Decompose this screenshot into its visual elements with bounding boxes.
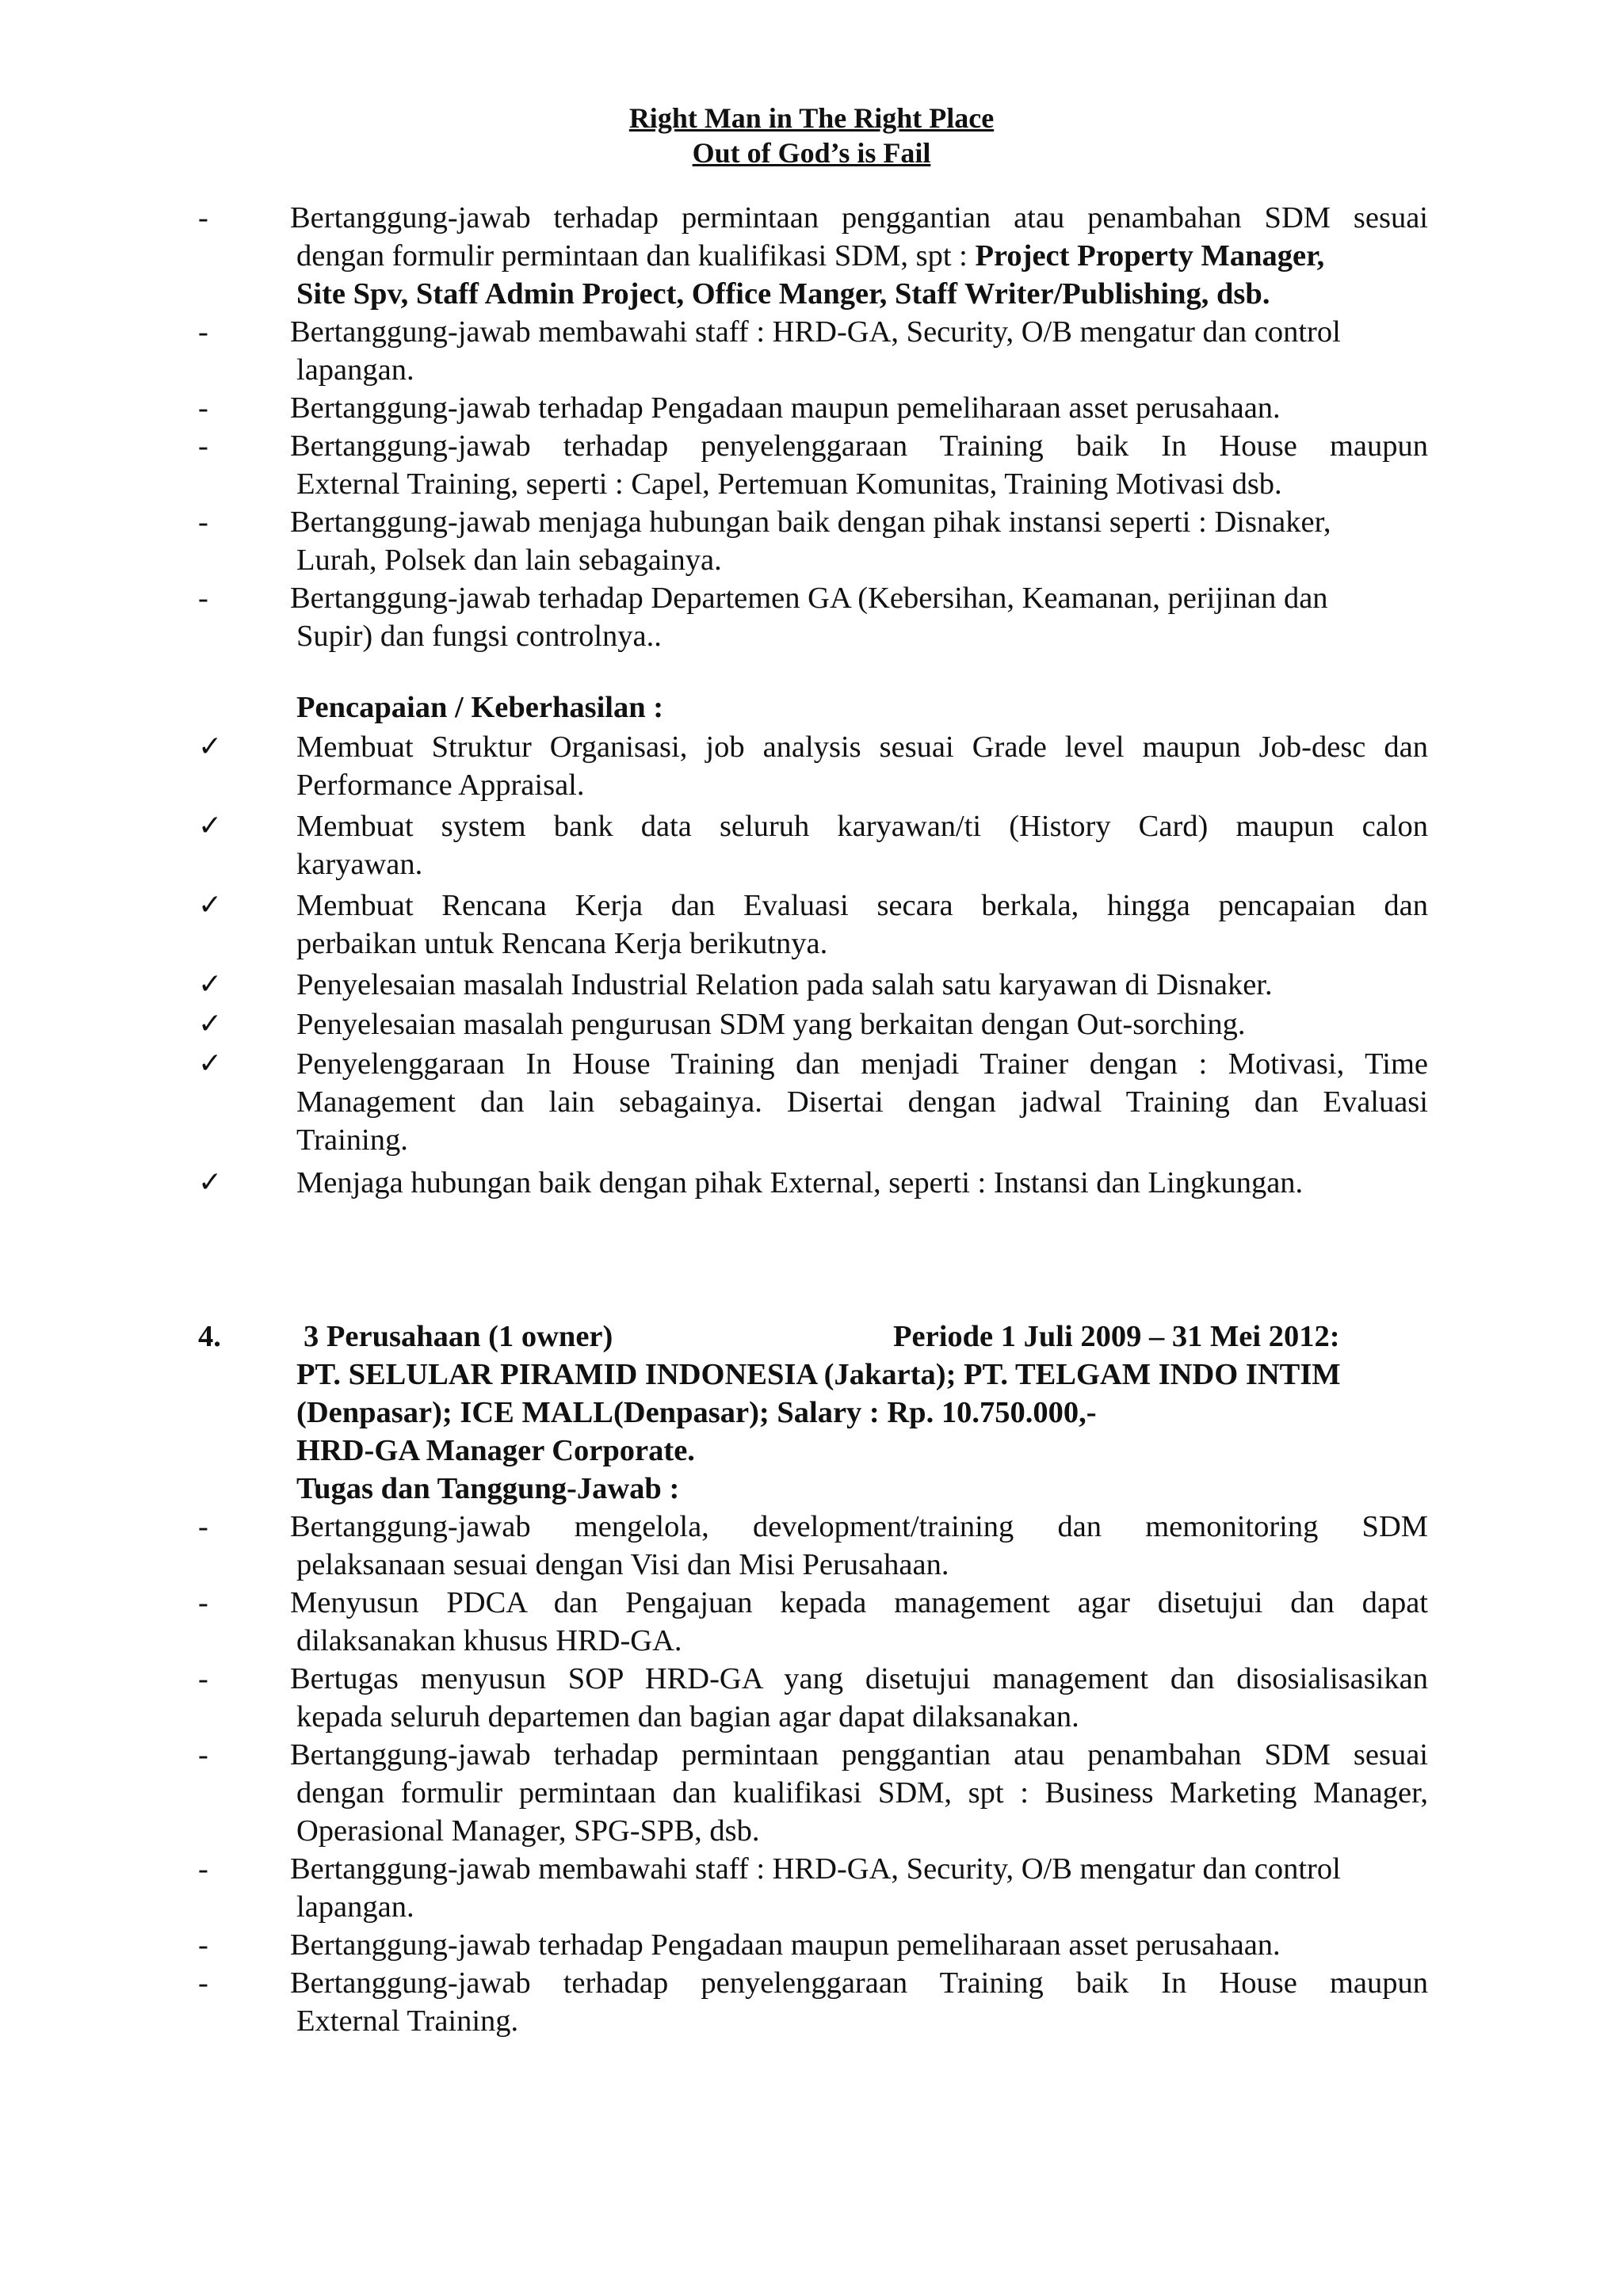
dash-bullet: - bbox=[198, 1586, 208, 1619]
dash-bullet: - bbox=[198, 315, 208, 349]
companies-line bbox=[0, 1394, 1623, 1432]
achievement-item bbox=[0, 807, 1623, 845]
list-item-line: pelaksanaan sesuai dengan Visi dan Misi Perusahaan. bbox=[296, 1548, 949, 1581]
achievement-item bbox=[0, 1005, 1623, 1043]
achievement-continuation bbox=[0, 845, 1623, 883]
dash-bullet: - bbox=[198, 1510, 208, 1543]
list-item-line: External Training, seperti : Capel, Pertemuan Komunitas, Training Motivasi dsb. bbox=[296, 467, 1282, 501]
achievements-heading-row bbox=[0, 688, 1623, 727]
list-item-line: Bertanggung-jawab membawahi staff : HRD-GA, Security, O/B mengatur dan control bbox=[290, 315, 1341, 349]
page-title: Right Man in The Right Place bbox=[628, 102, 995, 134]
list-item-continuation bbox=[0, 541, 1623, 579]
position-line bbox=[0, 1432, 1623, 1470]
list-item-line: Bertanggung-jawab terhadap Pengadaan maupun pemeliharaan asset perusahaan. bbox=[290, 391, 1281, 425]
list-item bbox=[0, 1584, 1623, 1622]
dash-bullet: - bbox=[198, 582, 208, 615]
list-item-line: lapangan. bbox=[296, 353, 414, 387]
list-item-continuation bbox=[0, 1698, 1623, 1736]
list-item-continuation bbox=[0, 1622, 1623, 1660]
list-item bbox=[0, 503, 1623, 541]
checkmark-icon: ✓ bbox=[198, 1047, 223, 1080]
list-item-line: dengan formulir permintaan dan kualifikasi SDM, spt : Business Marketing Manager, bbox=[296, 1776, 1428, 1810]
list-item-line: Bertanggung-jawab terhadap penyelenggaraan Training baik In House maupun bbox=[290, 1966, 1428, 2000]
list-item bbox=[0, 1736, 1623, 1774]
list-item-line: Supir) dan fungsi controlnya.. bbox=[296, 620, 662, 653]
achievement-line: Membuat Struktur Organisasi, job analysis sesuai Grade level maupun Job-desc dan bbox=[296, 730, 1428, 764]
checkmark-icon: ✓ bbox=[198, 1008, 223, 1040]
list-item-line: dengan formulir permintaan dan kualifikasi SDM, spt : bbox=[296, 239, 968, 273]
duties-heading-row bbox=[0, 1470, 1623, 1508]
achievement-line: Performance Appraisal. bbox=[296, 769, 585, 802]
list-item-line: lapangan. bbox=[296, 1890, 414, 1924]
companies-line bbox=[0, 1356, 1623, 1394]
list-item bbox=[0, 1508, 1623, 1546]
checkmark-icon: ✓ bbox=[198, 889, 223, 921]
list-item bbox=[0, 313, 1623, 351]
achievement-continuation bbox=[0, 766, 1623, 804]
achievement-line: Membuat system bank data seluruh karyawan/ti (History Card) maupun calon bbox=[296, 810, 1428, 843]
list-item-line: Bertugas menyusun SOP HRD-GA yang disetujui management dan disosialisasikan bbox=[290, 1662, 1428, 1695]
section-header bbox=[0, 1318, 1623, 1356]
list-item-line: Bertanggung-jawab mengelola, development/training dan memonitoring SDM bbox=[290, 1510, 1428, 1543]
dash-bullet: - bbox=[198, 429, 208, 463]
achievement-line: Penyelesaian masalah Industrial Relation pada salah satu karyawan di Disnaker. bbox=[296, 968, 1273, 1001]
list-item bbox=[0, 1926, 1623, 1964]
achievement-continuation bbox=[0, 1121, 1623, 1159]
list-item-line: External Training. bbox=[296, 2004, 519, 2038]
achievement-line: Training. bbox=[296, 1123, 408, 1157]
achievement-line: Menjaga hubungan baik dengan pihak External, seperti : Instansi dan Lingkungan. bbox=[296, 1166, 1304, 1199]
list-item-line: kepada seluruh departemen dan bagian agar dapat dilaksanakan. bbox=[296, 1700, 1079, 1733]
list-item-line: Bertanggung-jawab terhadap Departemen GA (Kebersihan, Keamanan, perijinan dan bbox=[290, 582, 1328, 615]
list-item bbox=[0, 427, 1623, 465]
achievement-continuation bbox=[0, 925, 1623, 963]
position-title: HRD-GA Manager Corporate. bbox=[296, 1434, 695, 1467]
companies-text: (Denpasar); ICE MALL(Denpasar); Salary : Rp. 10.750.000,- bbox=[296, 1396, 1097, 1429]
list-item-continuation bbox=[0, 1774, 1623, 1812]
list-item bbox=[0, 1850, 1623, 1888]
dash-bullet: - bbox=[198, 1738, 208, 1772]
achievement-line: Penyelenggaraan In House Training dan menjadi Trainer dengan : Motivasi, Time bbox=[296, 1047, 1428, 1081]
checkmark-icon: ✓ bbox=[198, 968, 223, 1001]
dash-bullet: - bbox=[198, 1662, 208, 1695]
list-item-line: Operasional Manager, SPG-SPB, dsb. bbox=[296, 1814, 760, 1848]
dash-bullet: - bbox=[198, 1852, 208, 1886]
section-number: 4. bbox=[198, 1320, 221, 1353]
list-item-continuation bbox=[0, 237, 1623, 275]
list-item-line: Lurah, Polsek dan lain sebagainya. bbox=[296, 543, 722, 577]
achievement-item bbox=[0, 728, 1623, 766]
achievement-item bbox=[0, 887, 1623, 925]
list-item-continuation bbox=[0, 465, 1623, 503]
dash-bullet: - bbox=[198, 201, 208, 235]
checkmark-icon: ✓ bbox=[198, 810, 223, 842]
list-item-line: Menyusun PDCA dan Pengajuan kepada management agar disetujui dan dapat bbox=[290, 1586, 1428, 1619]
dash-bullet: - bbox=[198, 1928, 208, 1962]
list-item bbox=[0, 579, 1623, 617]
achievements-heading: Pencapaian / Keberhasilan : bbox=[296, 691, 664, 724]
section-company: 3 Perusahaan (1 owner) bbox=[304, 1320, 613, 1353]
list-item bbox=[0, 389, 1623, 427]
achievement-line: karyawan. bbox=[296, 848, 423, 881]
companies-text: PT. SELULAR PIRAMID INDONESIA (Jakarta); PT. TELGAM INDO INTIM bbox=[296, 1358, 1341, 1391]
achievement-line: Membuat Rencana Kerja dan Evaluasi secara berkala, hingga pencapaian dan bbox=[296, 889, 1428, 922]
checkmark-icon: ✓ bbox=[198, 730, 223, 763]
list-item-continuation bbox=[0, 1812, 1623, 1850]
list-item-line: Bertanggung-jawab terhadap permintaan penggantian atau penambahan SDM sesuai bbox=[290, 201, 1428, 235]
list-item-continuation bbox=[0, 275, 1623, 313]
list-item-continuation bbox=[0, 617, 1623, 655]
list-item-continuation bbox=[0, 1888, 1623, 1926]
achievement-item bbox=[0, 1045, 1623, 1083]
list-item bbox=[0, 1964, 1623, 2002]
dash-bullet: - bbox=[198, 391, 208, 425]
list-item-line: dilaksanakan khusus HRD-GA. bbox=[296, 1624, 682, 1657]
list-item-continuation bbox=[0, 351, 1623, 389]
list-item-line: Bertanggung-jawab terhadap permintaan penggantian atau penambahan SDM sesuai bbox=[290, 1738, 1428, 1772]
duties-heading: Tugas dan Tanggung-Jawab : bbox=[296, 1472, 680, 1505]
page-subtitle: Out of God’s is Fail bbox=[692, 137, 931, 169]
list-item bbox=[0, 1660, 1623, 1698]
achievement-line: Penyelesaian masalah pengurusan SDM yang berkaitan dengan Out-sorching. bbox=[296, 1008, 1246, 1041]
achievement-continuation bbox=[0, 1083, 1623, 1121]
achievement-line: perbaikan untuk Rencana Kerja berikutnya. bbox=[296, 927, 828, 960]
list-item-line: Bertanggung-jawab menjaga hubungan baik dengan pihak instansi seperti : Disnaker, bbox=[290, 505, 1331, 539]
list-item-line: Bertanggung-jawab membawahi staff : HRD-GA, Security, O/B mengatur dan control bbox=[290, 1852, 1341, 1886]
dash-bullet: - bbox=[198, 1966, 208, 2000]
list-item-continuation bbox=[0, 2002, 1623, 2040]
achievement-line: Management dan lain sebagainya. Disertai dengan jadwal Training dan Evaluasi bbox=[296, 1085, 1428, 1119]
achievement-item bbox=[0, 966, 1623, 1004]
achievement-item bbox=[0, 1164, 1623, 1202]
list-item-line: Bertanggung-jawab terhadap Pengadaan maupun pemeliharaan asset perusahaan. bbox=[290, 1928, 1281, 1962]
list-item-bold-text: Site Spv, Staff Admin Project, Office Manger, Staff Writer/Publishing, dsb. bbox=[296, 277, 1270, 311]
checkmark-icon: ✓ bbox=[198, 1166, 223, 1199]
list-item-bold-text: Project Property Manager, bbox=[975, 239, 1325, 273]
list-item bbox=[0, 199, 1623, 237]
list-item-continuation bbox=[0, 1546, 1623, 1584]
list-item-line: Bertanggung-jawab terhadap penyelenggaraan Training baik In House maupun bbox=[290, 429, 1428, 463]
dash-bullet: - bbox=[198, 505, 208, 539]
section-period: Periode 1 Juli 2009 – 31 Mei 2012: bbox=[893, 1320, 1340, 1353]
